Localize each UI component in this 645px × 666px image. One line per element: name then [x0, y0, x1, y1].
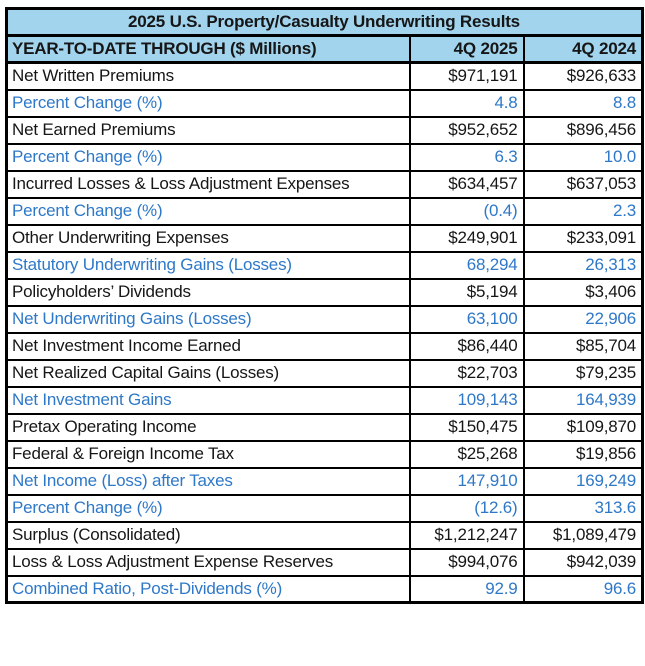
- row-label: Net Earned Premiums: [7, 117, 410, 144]
- value-4q2024: $942,039: [524, 549, 643, 576]
- value-4q2024: 2.3: [524, 198, 643, 225]
- value-4q2024: 96.6: [524, 576, 643, 603]
- value-4q2025: $86,440: [410, 333, 524, 360]
- row-label: Net Underwriting Gains (Losses): [7, 306, 410, 333]
- value-4q2025: 147,910: [410, 468, 524, 495]
- column-header-4q2025: 4Q 2025: [410, 36, 524, 63]
- value-4q2025: $1,212,247: [410, 522, 524, 549]
- value-4q2024: 10.0: [524, 144, 643, 171]
- row-label: Percent Change (%): [7, 198, 410, 225]
- value-4q2025: $249,901: [410, 225, 524, 252]
- row-label: Net Realized Capital Gains (Losses): [7, 360, 410, 387]
- value-4q2024: $637,053: [524, 171, 643, 198]
- value-4q2024: $233,091: [524, 225, 643, 252]
- value-4q2024: 313.6: [524, 495, 643, 522]
- row-label: Percent Change (%): [7, 90, 410, 117]
- value-4q2024: $85,704: [524, 333, 643, 360]
- table-body: [7, 63, 643, 603]
- row-label: Policyholders’ Dividends: [7, 279, 410, 306]
- value-4q2025: $5,194: [410, 279, 524, 306]
- table-row: [7, 522, 643, 549]
- table-row: [7, 90, 643, 117]
- row-label: Percent Change (%): [7, 144, 410, 171]
- row-label: Combined Ratio, Post-Dividends (%): [7, 576, 410, 603]
- column-header-metric: YEAR-TO-DATE THROUGH ($ Millions): [7, 36, 410, 63]
- value-4q2025: 6.3: [410, 144, 524, 171]
- table-row: [7, 576, 643, 603]
- value-4q2025: $634,457: [410, 171, 524, 198]
- table-row: [7, 495, 643, 522]
- value-4q2024: 26,313: [524, 252, 643, 279]
- value-4q2025: 63,100: [410, 306, 524, 333]
- value-4q2025: (0.4): [410, 198, 524, 225]
- table-row: [7, 414, 643, 441]
- value-4q2024: $926,633: [524, 63, 643, 90]
- table-row: [7, 387, 643, 414]
- row-label: Net Written Premiums: [7, 63, 410, 90]
- value-4q2025: 4.8: [410, 90, 524, 117]
- table-row: [7, 279, 643, 306]
- table-row: [7, 171, 643, 198]
- value-4q2025: $150,475: [410, 414, 524, 441]
- value-4q2025: $971,191: [410, 63, 524, 90]
- row-label: Net Investment Gains: [7, 387, 410, 414]
- table-title: 2025 U.S. Property/Casualty Underwriting Results: [7, 9, 643, 36]
- value-4q2024: 22,906: [524, 306, 643, 333]
- value-4q2025: (12.6): [410, 495, 524, 522]
- value-4q2025: 109,143: [410, 387, 524, 414]
- column-header-4q2024: 4Q 2024: [524, 36, 643, 63]
- table-row: [7, 225, 643, 252]
- value-4q2025: 92.9: [410, 576, 524, 603]
- value-4q2025: $25,268: [410, 441, 524, 468]
- value-4q2024: 169,249: [524, 468, 643, 495]
- value-4q2025: $952,652: [410, 117, 524, 144]
- table-row: [7, 360, 643, 387]
- value-4q2024: $109,870: [524, 414, 643, 441]
- row-label: Other Underwriting Expenses: [7, 225, 410, 252]
- row-label: Surplus (Consolidated): [7, 522, 410, 549]
- table-row: [7, 468, 643, 495]
- row-label: Net Investment Income Earned: [7, 333, 410, 360]
- row-label: Federal & Foreign Income Tax: [7, 441, 410, 468]
- row-label: Incurred Losses & Loss Adjustment Expenses: [7, 171, 410, 198]
- value-4q2024: $1,089,479: [524, 522, 643, 549]
- value-4q2025: $994,076: [410, 549, 524, 576]
- table-row: [7, 63, 643, 90]
- table-row: [7, 252, 643, 279]
- table-row: [7, 333, 643, 360]
- table-row: [7, 549, 643, 576]
- value-4q2024: $3,406: [524, 279, 643, 306]
- value-4q2025: $22,703: [410, 360, 524, 387]
- table-row: [7, 441, 643, 468]
- row-label: Statutory Underwriting Gains (Losses): [7, 252, 410, 279]
- table-row: [7, 198, 643, 225]
- row-label: Percent Change (%): [7, 495, 410, 522]
- table-header-row: [7, 36, 643, 63]
- value-4q2024: $896,456: [524, 117, 643, 144]
- table-row: [7, 144, 643, 171]
- value-4q2024: $79,235: [524, 360, 643, 387]
- row-label: Net Income (Loss) after Taxes: [7, 468, 410, 495]
- table-row: [7, 306, 643, 333]
- value-4q2024: 8.8: [524, 90, 643, 117]
- value-4q2025: 68,294: [410, 252, 524, 279]
- row-label: Loss & Loss Adjustment Expense Reserves: [7, 549, 410, 576]
- underwriting-results-table: [5, 7, 644, 604]
- table-title-row: [7, 9, 643, 36]
- table-row: [7, 117, 643, 144]
- value-4q2024: $19,856: [524, 441, 643, 468]
- value-4q2024: 164,939: [524, 387, 643, 414]
- row-label: Pretax Operating Income: [7, 414, 410, 441]
